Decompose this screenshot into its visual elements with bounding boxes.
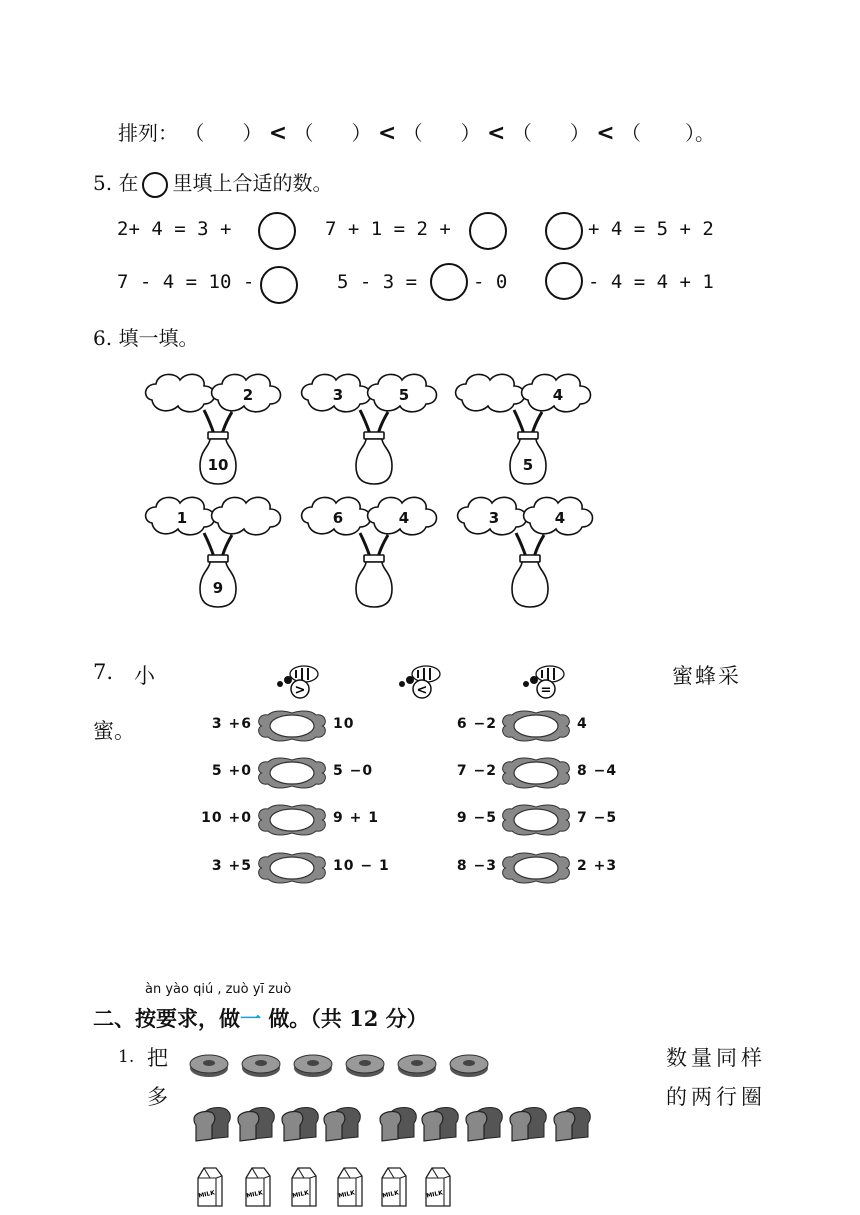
q2-1-text-c: 数量同样 [666, 1046, 766, 1070]
order-paren: （ ） [184, 121, 263, 145]
flower-compare-slot[interactable] [500, 803, 572, 837]
vase-number: 10 [207, 456, 229, 474]
right-expr: 2 +3 [577, 858, 618, 874]
less-than-sign: < [596, 121, 615, 146]
milk-carton-icon[interactable] [376, 1166, 410, 1208]
cloud-vase-figure [306, 372, 446, 492]
left-expr: 8 −3 [456, 858, 497, 874]
donut-icon[interactable] [448, 1052, 490, 1078]
q7-text-a: 小 [134, 664, 155, 688]
q5-r1-a: 2+ 4 = 3 + [117, 218, 232, 240]
order-line [118, 117, 715, 146]
order-paren: （ ） [402, 121, 481, 145]
cloud-right[interactable] [212, 497, 281, 534]
q5-r2-b2: - 0 [473, 271, 508, 293]
q5-title-pre: 5. 在 [93, 171, 139, 195]
vase-number: 5 [522, 456, 534, 474]
bee-sign: = [540, 683, 552, 698]
cloud-right-number: 4 [398, 509, 410, 527]
bee-icon[interactable] [270, 664, 328, 700]
circle-icon [142, 172, 168, 198]
bread-icon[interactable] [320, 1103, 364, 1143]
less-than-sign: < [487, 121, 506, 146]
vase[interactable] [356, 555, 392, 607]
donut-icon[interactable] [396, 1052, 438, 1078]
flower-compare-slot[interactable] [256, 756, 328, 790]
bee-sign: < [416, 683, 428, 698]
vase[interactable] [356, 432, 392, 484]
right-expr: 8 −4 [577, 763, 618, 779]
flower-compare-slot[interactable] [500, 709, 572, 743]
answer-circle[interactable] [545, 212, 583, 250]
cloud-left[interactable] [456, 374, 525, 411]
flower-compare-slot[interactable] [256, 709, 328, 743]
q7-text-c: 蜜。 [93, 719, 135, 743]
donut-icon[interactable] [292, 1052, 334, 1078]
cloud-left-number: 1 [176, 509, 188, 527]
milk-label: MILK [337, 1189, 356, 1200]
cloud-vase-figure [150, 372, 290, 492]
answer-circle[interactable] [260, 266, 298, 304]
left-expr: 9 −5 [456, 810, 497, 826]
q5-r2-a: 7 - 4 = 10 - [117, 271, 255, 293]
less-than-sign: < [377, 121, 397, 146]
vase[interactable] [512, 555, 548, 607]
cloud-right-number: 2 [242, 386, 254, 404]
right-expr: 5 −0 [333, 763, 374, 779]
q5-r1-c: + 4 = 5 + 2 [588, 218, 714, 240]
q5-r1-b: 7 + 1 = 2 + [325, 218, 451, 240]
section2-title-a: 二、按要求，做 [93, 1006, 240, 1031]
section2-title [93, 1003, 428, 1033]
milk-carton-icon[interactable] [192, 1166, 226, 1208]
flower-compare-slot[interactable] [256, 851, 328, 885]
q2-1-text-d: 的两行圈 [666, 1085, 766, 1109]
q7-text-b: 蜜蜂采 [672, 664, 741, 688]
answer-circle[interactable] [469, 212, 507, 250]
q6-title: 6. 填一填。 [93, 326, 199, 350]
cloud-vase-figure [460, 372, 600, 492]
bread-icon[interactable] [506, 1103, 550, 1143]
bee-sign: > [294, 683, 306, 698]
donut-icon[interactable] [188, 1052, 230, 1078]
right-expr: 4 [577, 716, 588, 732]
right-expr: 7 −5 [577, 810, 618, 826]
left-expr: 5 +0 [211, 763, 252, 779]
q5-r2-c: - 4 = 4 + 1 [588, 271, 714, 293]
right-expr: 9 + 1 [333, 810, 379, 826]
q5-title-post: 里填上合适的数。 [172, 171, 333, 195]
q2-1-text-a: 把 [147, 1046, 168, 1070]
answer-circle[interactable] [545, 262, 583, 300]
left-expr: 3 +6 [211, 716, 252, 732]
cloud-left-number: 3 [488, 509, 500, 527]
cloud-left-number: 6 [332, 509, 344, 527]
bee-icon[interactable] [516, 664, 574, 700]
section2-title-b: 做。（共 12 分） [268, 1006, 428, 1031]
q5-r2-b: 5 - 3 = [337, 271, 418, 293]
milk-carton-icon[interactable] [332, 1166, 366, 1208]
milk-label: MILK [291, 1189, 310, 1200]
bread-icon[interactable] [278, 1103, 322, 1143]
q2-1-text-b: 多 [147, 1085, 168, 1109]
cloud-vase-figure [462, 495, 602, 615]
q5-title [93, 167, 332, 198]
right-expr: 10 [333, 716, 355, 732]
cloud-right-number: 4 [552, 386, 564, 404]
flower-compare-slot[interactable] [256, 803, 328, 837]
bread-icon[interactable] [190, 1103, 234, 1143]
left-expr: 6 −2 [456, 716, 497, 732]
order-paren: （ ） [511, 121, 590, 145]
pinyin-line: àn yào qiú , zuò yī zuò [145, 982, 292, 997]
milk-carton-icon[interactable] [240, 1166, 274, 1208]
milk-carton-icon[interactable] [286, 1166, 320, 1208]
cloud-right-number: 4 [554, 509, 566, 527]
cloud-right-number: 5 [398, 386, 410, 404]
left-expr: 7 −2 [456, 763, 497, 779]
bread-icon[interactable] [550, 1103, 594, 1143]
less-than-sign: < [268, 121, 288, 146]
bread-icon[interactable] [234, 1103, 278, 1143]
milk-label: MILK [425, 1189, 444, 1200]
order-paren: （ ） [293, 121, 372, 145]
flower-compare-slot[interactable] [500, 756, 572, 790]
bread-icon[interactable] [418, 1103, 462, 1143]
answer-circle[interactable] [430, 263, 468, 301]
cloud-vase-figure [150, 495, 290, 615]
q2-1-num: 1. [118, 1047, 135, 1067]
section2-title-blue: 一 [240, 1006, 261, 1031]
donut-icon[interactable] [344, 1052, 386, 1078]
bee-icon[interactable] [392, 664, 450, 700]
cloud-vase-figure [306, 495, 446, 615]
donut-icon[interactable] [240, 1052, 282, 1078]
milk-carton-icon[interactable] [420, 1166, 454, 1208]
left-expr: 3 +5 [211, 858, 252, 874]
bread-icon[interactable] [462, 1103, 506, 1143]
right-expr: 10 − 1 [333, 858, 390, 874]
order-paren: （ ）。 [620, 121, 715, 145]
milk-label: MILK [245, 1189, 264, 1200]
order-label: 排列： [118, 121, 178, 145]
cloud-left-number: 3 [332, 386, 344, 404]
left-expr: 10 +0 [201, 810, 252, 826]
cloud-left[interactable] [146, 374, 215, 411]
bread-icon[interactable] [376, 1103, 420, 1143]
milk-label: MILK [197, 1189, 216, 1200]
milk-label: MILK [381, 1189, 400, 1200]
vase-number: 9 [212, 579, 224, 597]
answer-circle[interactable] [258, 212, 296, 250]
flower-compare-slot[interactable] [500, 851, 572, 885]
q7-num: 7. [93, 660, 114, 684]
